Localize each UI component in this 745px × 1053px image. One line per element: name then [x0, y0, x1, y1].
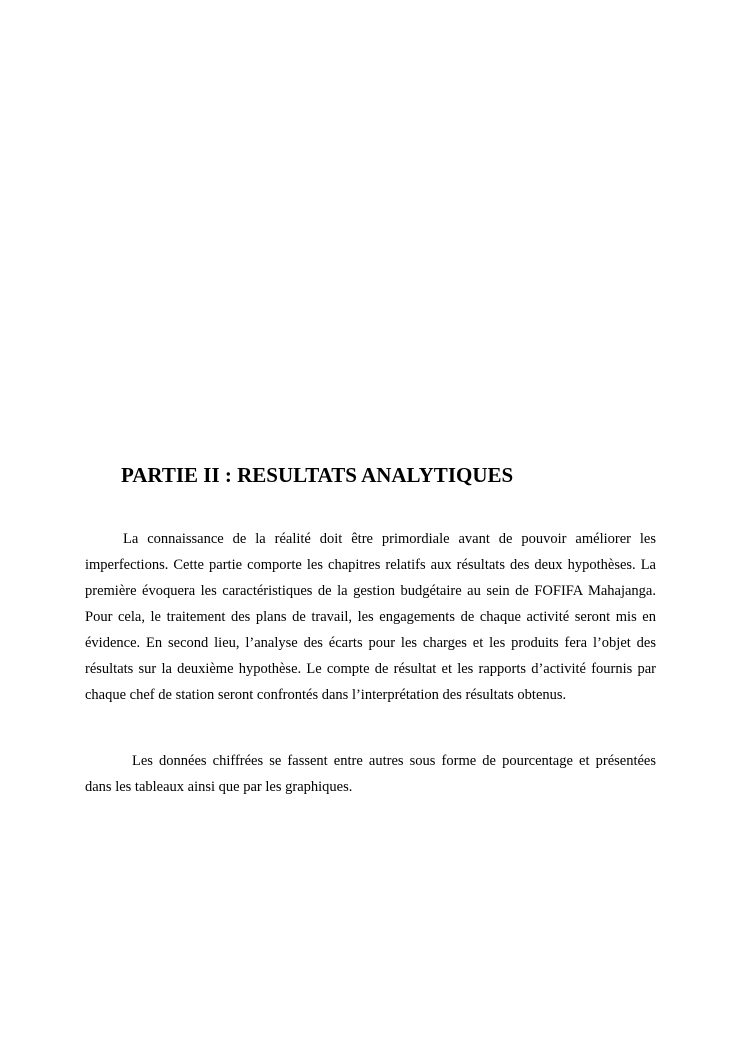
intro-paragraph: La connaissance de la réalité doit être primordiale avant de pouvoir améliorer les imperfections. Cette partie comporte les chapitres relatifs aux résultats des deux hypothèses. La première évoquera les caractéristiques de la gestion budgétaire au sein de FOFIFA Mahajanga. Pour cela, le traitement des plans de travail, les engagements de chaque activité seront mis en évidence. En second lieu, l’analyse des écarts pour les charges et les produits fera l’objet des résultats sur la deuxième hypothèse. Le compte de résultat et les rapports d’activité fournis par chaque chef de station seront confrontés dans l’interprétation des résultats obtenus. — [85, 531, 656, 703]
part-title: PARTIE II : RESULTATS ANALYTIQUES — [121, 463, 514, 487]
data-presentation-paragraph: Les données chiffrées se fassent entre autres sous forme de pourcentage et présentées dans les tableaux ainsi que par les graphiques. — [85, 753, 656, 795]
